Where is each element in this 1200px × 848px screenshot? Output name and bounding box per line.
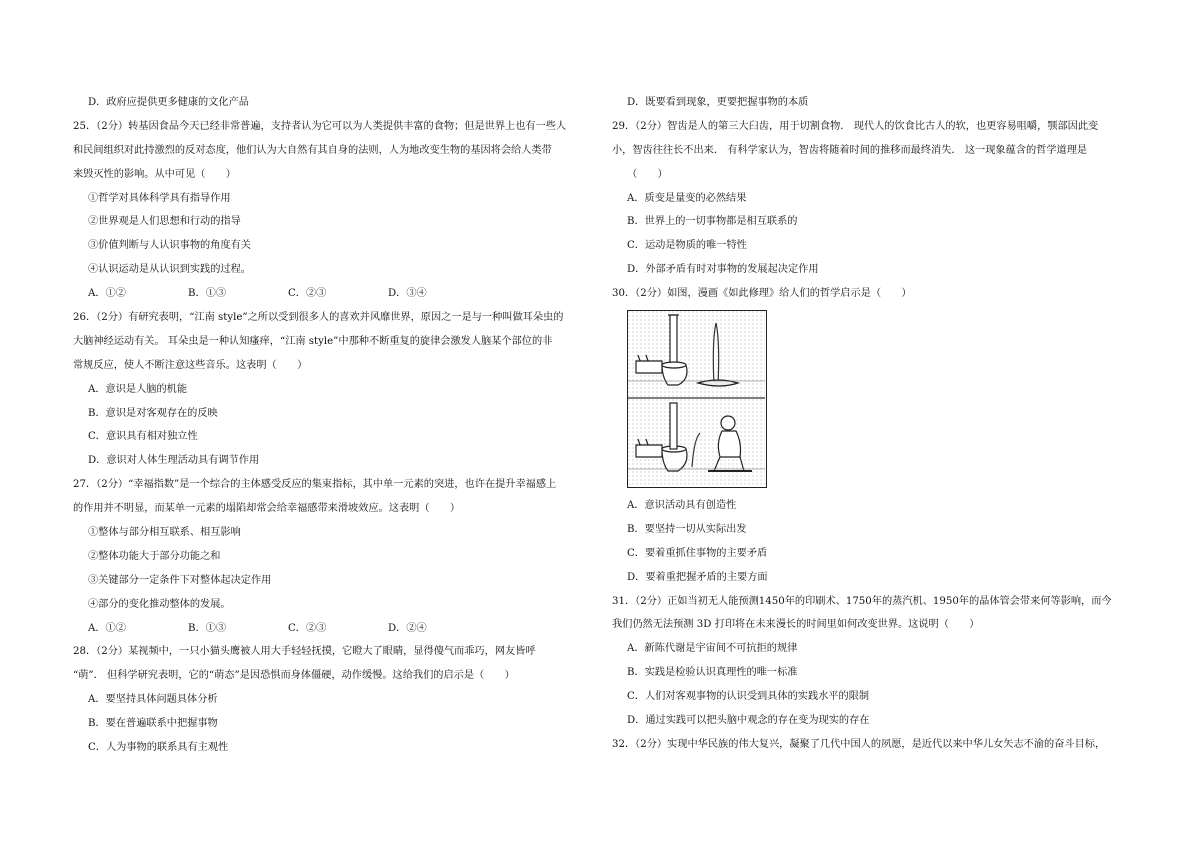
q28-option-a[interactable]: A．要坚持具体问题具体分析 bbox=[88, 694, 218, 706]
q25-option-a[interactable]: A．①② bbox=[88, 288, 126, 300]
q25-option-d[interactable]: D．③④ bbox=[388, 288, 427, 300]
question-30 bbox=[612, 282, 1152, 589]
q25-option-c[interactable]: C．②③ bbox=[288, 288, 327, 300]
question-26 bbox=[73, 306, 613, 473]
question-25 bbox=[73, 115, 613, 306]
q27-option-b[interactable]: B．①③ bbox=[188, 622, 227, 634]
cartoon-drawing bbox=[628, 311, 765, 486]
q26-stem-line: 26．（2分）有研究表明，“江南 style”之所以受到很多人的喜欢并风靡世界，原因之一是与一种叫做耳朵虫的 bbox=[73, 312, 564, 324]
q24-option-d: D．政府应提供更多健康的文化产品 bbox=[88, 97, 249, 108]
q27-item: ①整体与部分相互联系、相互影响 bbox=[88, 527, 241, 539]
q27-item: ④部分的变化推动整体的发展。 bbox=[88, 598, 231, 610]
q28-stem-line: 28．（2分）某视频中，一只小猫头鹰被人用大手轻轻抚摸，它瞪大了眼睛，显得傻气而乖巧，网友皆呼 bbox=[73, 646, 536, 658]
q31-stem-line: 31．（2分）正如当初无人能预测1450年的印刷术、1750年的蒸汽机、1950年的晶体管会带来何等影响，而今 bbox=[612, 595, 1112, 607]
q27-options bbox=[73, 617, 613, 641]
q30-option-a[interactable]: A．意识活动具有创造性 bbox=[627, 500, 737, 512]
question-31 bbox=[612, 590, 1152, 733]
q30-option-d[interactable]: D．要着重把握矛盾的主要方面 bbox=[627, 571, 768, 583]
q25-option-b[interactable]: B．①③ bbox=[188, 288, 227, 300]
q26-option-a[interactable]: A．意识是人脑的机能 bbox=[88, 383, 188, 395]
q29-option-b[interactable]: B．世界上的一切事物都是相互联系的 bbox=[627, 216, 798, 228]
q29-stem-line: （ ） bbox=[627, 168, 668, 180]
question-28 bbox=[73, 640, 613, 759]
q30-option-b[interactable]: B．要坚持一切从实际出发 bbox=[627, 523, 747, 535]
q25-stem-line: 和民间组织对此持激烈的反对态度，他们认为大自然有其自身的法则，人为地改变生物的基因将会给人类带 bbox=[73, 144, 552, 156]
q28-stem-line: “萌”． 但科学研究表明，它的“萌态”是因恐惧而身体僵硬，动作缓慢。这给我们的启示是（ ） bbox=[73, 670, 515, 682]
q25-item: ①哲学对具体科学具有指导作用 bbox=[88, 192, 231, 204]
cartoon-illustration bbox=[627, 310, 767, 488]
q26-stem-line: 大脑神经运动有关。 耳朵虫是一种认知瘙痒，“江南 style”中那种不断重复的旋律会激发人脑某个部位的非 bbox=[73, 335, 553, 347]
q26-option-d[interactable]: D．意识对人体生理活动具有调节作用 bbox=[88, 455, 260, 467]
q26-stem-line: 常规反应，使人不断注意这些音乐。这表明（ ） bbox=[73, 359, 308, 371]
q25-options bbox=[73, 282, 613, 306]
q32-stem-line: 32．（2分）实现中华民族的伟大复兴，凝聚了几代中国人的夙愿，是近代以来中华儿女矢志不渝的奋斗目标， bbox=[612, 738, 1106, 750]
q25-stem-line: 25．（2分）转基因食品今天已经非常普遍，支持者认为它可以为人类提供丰富的食物；但是世界上也有一些人 bbox=[73, 120, 567, 132]
q29-option-a[interactable]: A．质变是量变的必然结果 bbox=[627, 192, 747, 204]
q27-option-a[interactable]: A．①② bbox=[88, 622, 126, 634]
q27-item: ②整体功能大于部分功能之和 bbox=[88, 550, 221, 562]
q29-stem-line: 小，智齿往往长不出来． 有科学家认为，智齿将随着时间的推移而最终消失． 这一现象蕴含的哲学道理是 bbox=[612, 144, 1088, 156]
q27-option-d[interactable]: D．②④ bbox=[388, 622, 427, 634]
right-column bbox=[612, 91, 1152, 757]
q29-option-d[interactable]: D．外部矛盾有时对事物的发展起决定作用 bbox=[627, 264, 819, 276]
q31-option-b[interactable]: B．实践是检验认识真理性的唯一标准 bbox=[627, 667, 798, 679]
q28-option-c[interactable]: C．人为事物的联系具有主观性 bbox=[88, 742, 229, 754]
q27-stem-line: 27．（2分）“幸福指数”是一个综合的主体感受反应的集束指标，其中单一元素的突进，也许在提升幸福感上 bbox=[73, 479, 557, 491]
question-32 bbox=[612, 733, 1152, 757]
question-29 bbox=[612, 115, 1152, 282]
q30-stem-line: 30．（2分）如图，漫画《如此修理》给人们的哲学启示是（ ） bbox=[612, 288, 912, 300]
q31-option-c[interactable]: C．人们对客观事物的认识受到具体的实践水平的限制 bbox=[627, 691, 870, 703]
question-27 bbox=[73, 473, 613, 640]
q31-option-a[interactable]: A．新陈代谢是宇宙间不可抗拒的规律 bbox=[627, 643, 798, 655]
q26-option-c[interactable]: C．意识具有相对独立性 bbox=[88, 431, 198, 443]
q27-item: ③关键部分一定条件下对整体起决定作用 bbox=[88, 574, 272, 586]
q31-option-d[interactable]: D．通过实践可以把头脑中观念的存在变为现实的存在 bbox=[627, 715, 870, 727]
q25-item: ③价值判断与人认识事物的角度有关 bbox=[88, 240, 251, 252]
q25-item: ②世界观是人们思想和行动的指导 bbox=[88, 216, 241, 228]
q28-option-d[interactable]: D．既要看到现象，更要把握事物的本质 bbox=[627, 97, 809, 108]
q31-stem-line: 我们仍然无法预测 3D 打印将在未来漫长的时间里如何改变世界。这说明（ ） bbox=[612, 619, 980, 631]
q29-stem-line: 29．（2分）智齿是人的第三大臼齿，用于切割食物． 现代人的饮食比古人的软，也更容易咀嚼，颚部因此变 bbox=[612, 120, 1099, 132]
q27-option-c[interactable]: C．②③ bbox=[288, 622, 327, 634]
q30-option-c[interactable]: C．要着重抓住事物的主要矛盾 bbox=[627, 547, 768, 559]
q26-option-b[interactable]: B．意识是对客观存在的反映 bbox=[88, 407, 218, 419]
q25-item: ④认识运动是从认识到实践的过程。 bbox=[88, 264, 251, 276]
q27-stem-line: 的作用并不明显，而某单一元素的塌陷却常会给幸福感带来滑坡效应。这表明（ ） bbox=[73, 503, 461, 515]
left-column bbox=[73, 91, 613, 760]
q28-option-b[interactable]: B．要在普遍联系中把握事物 bbox=[88, 718, 218, 730]
q29-option-c[interactable]: C．运动是物质的唯一特性 bbox=[627, 240, 747, 252]
q25-stem-line: 来毁灭性的影响。从中可见（ ） bbox=[73, 168, 236, 180]
